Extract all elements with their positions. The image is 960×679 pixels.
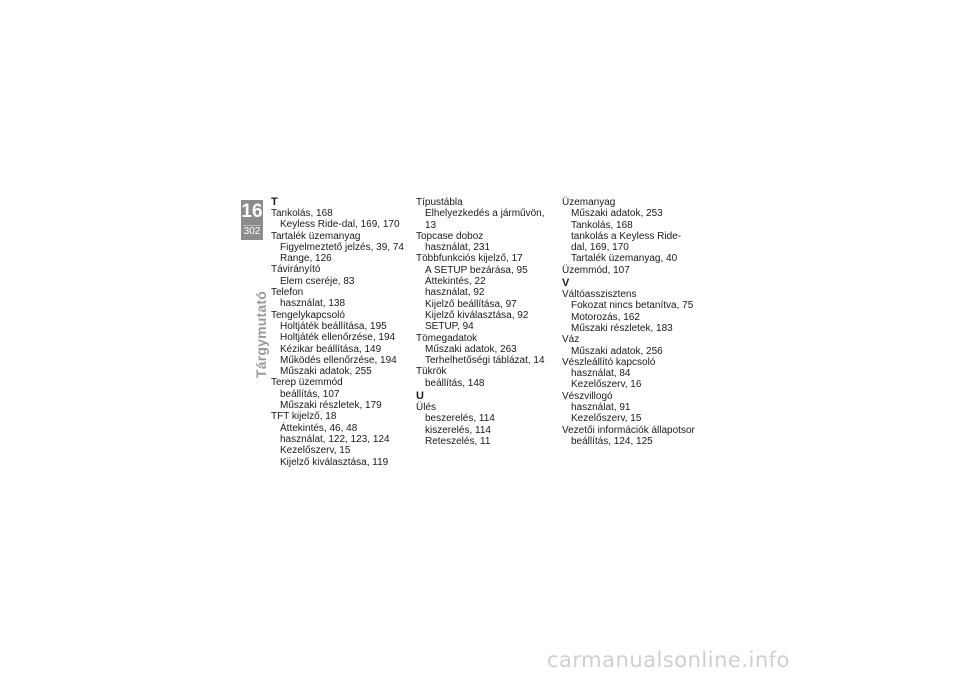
- index-subentry: kiszerelés, 114: [425, 424, 491, 436]
- index-entry: Üzemanyag: [562, 197, 616, 208]
- index-entry: Telefon: [271, 287, 304, 299]
- chapter-number: 16: [241, 201, 263, 222]
- index-subentry: beállítás, 124, 125: [571, 435, 653, 447]
- index-entry: Tükrök: [416, 366, 447, 378]
- index-letter-heading: T: [271, 196, 278, 208]
- index-entry: Váz: [562, 334, 580, 346]
- index-subentry: használat, 92: [425, 287, 485, 299]
- index-subentry: beszerelés, 114: [425, 413, 495, 425]
- index-subentry: Műszaki adatok, 255: [280, 366, 372, 378]
- index-subentry: Kezelőszerv, 15: [280, 445, 351, 457]
- index-subentry: használat, 84: [571, 368, 631, 380]
- index-subentry: Kijelző kiválasztása, 119: [280, 456, 389, 468]
- index-subentry: dal, 169, 170: [571, 242, 629, 254]
- index-subentry: Áttekintés, 46, 48: [280, 422, 358, 434]
- index-entry: Vészvillogó: [562, 390, 613, 402]
- index-subentry: Műszaki adatok, 263: [425, 343, 517, 355]
- index-subentry: Terhelhetőségi táblázat, 14: [425, 355, 545, 367]
- index-subentry: Kézikar beállítása, 149: [280, 343, 382, 355]
- index-subentry: Fokozat nincs betanítva, 75: [571, 300, 694, 312]
- index-subentry: Műszaki adatok, 253: [571, 208, 663, 220]
- index-entry: Terep üzemmód: [271, 377, 343, 389]
- index-subentry: Holtjáték beállítása, 195: [280, 320, 387, 332]
- index-subentry: Tankolás, 168: [571, 219, 633, 231]
- index-subentry: Elhelyezkedés a járművön, 13: [425, 208, 545, 231]
- index-letter-heading: U: [416, 390, 424, 403]
- index-subentry: használat, 231: [425, 242, 491, 254]
- index-column-2: [416, 197, 558, 447]
- index-entry: Tankolás, 168: [271, 208, 333, 219]
- index-entry: Vészleállító kapcsoló: [562, 356, 656, 368]
- index-entry: Tömegadatok: [416, 332, 478, 344]
- index-subentry: Keyless Ride-dal, 169, 170: [280, 219, 400, 231]
- watermark: carmanualsonline.info: [547, 648, 790, 672]
- chapter-marker: [241, 200, 263, 240]
- index-entry: Tengelykapcsoló: [271, 309, 345, 321]
- index-subentry: Reteszelés, 11: [425, 435, 491, 447]
- index-subentry: beállítás, 148: [425, 377, 485, 389]
- section-side-title: Tárgymutató: [253, 291, 269, 378]
- index-entry: Ülés: [416, 402, 437, 414]
- index-subentry: A SETUP bezárása, 95: [425, 264, 528, 276]
- index-subentry: SETUP, 94: [425, 321, 474, 333]
- index-subentry: Holtjáték ellenőrzése, 194: [280, 332, 396, 344]
- index-entry: Vezetői információk állapotsor: [562, 424, 695, 436]
- index-subentry: beállítás, 107: [280, 388, 340, 400]
- index-entry: Üzemmód, 107: [562, 264, 630, 276]
- index-subentry: Működés ellenőrzése, 194: [280, 354, 397, 366]
- index-subentry: Tartalék üzemanyag, 40: [571, 253, 678, 265]
- index-subentry: Műszaki adatok, 256: [571, 345, 663, 357]
- index-subentry: Kezelőszerv, 16: [571, 379, 642, 391]
- index-subentry: Kijelző kiválasztása, 92: [425, 309, 529, 321]
- index-subentry: Range, 126: [280, 253, 332, 265]
- index-entry: Távirányító: [271, 264, 321, 276]
- index-subentry: Elem cseréje, 83: [280, 275, 355, 287]
- index-letter-heading: V: [562, 277, 570, 290]
- index-subentry: használat, 122, 123, 124: [280, 433, 390, 445]
- index-entry: Tartalék üzemanyag: [271, 230, 361, 242]
- index-subentry: Kezelőszerv, 15: [571, 413, 642, 425]
- index-subentry: tankolás a Keyless Ride-: [571, 230, 682, 242]
- index-subentry: használat, 91: [571, 402, 631, 414]
- index-entry: Váltóasszisztens: [562, 289, 637, 301]
- index-subentry: Áttekintés, 22: [425, 276, 486, 288]
- index-subentry: Műszaki részletek, 183: [571, 322, 673, 334]
- index-subentry: Műszaki részletek, 179: [280, 400, 382, 412]
- index-entry: Többfunkciós kijelző, 17: [416, 253, 523, 265]
- index-entry: TFT kijelző, 18: [271, 411, 337, 423]
- index-column-3: [562, 197, 704, 447]
- index-entry: Típustábla: [416, 197, 463, 208]
- index-column-1: [271, 197, 411, 468]
- index-subentry: Figyelmeztető jelzés, 39, 74: [280, 241, 404, 253]
- index-subentry: Kijelző beállítása, 97: [425, 298, 517, 310]
- index-subentry: Motorozás, 162: [571, 311, 640, 323]
- page-number: 302: [243, 226, 261, 237]
- index-entry: Topcase doboz: [416, 230, 484, 242]
- index-subentry: használat, 138: [280, 298, 346, 310]
